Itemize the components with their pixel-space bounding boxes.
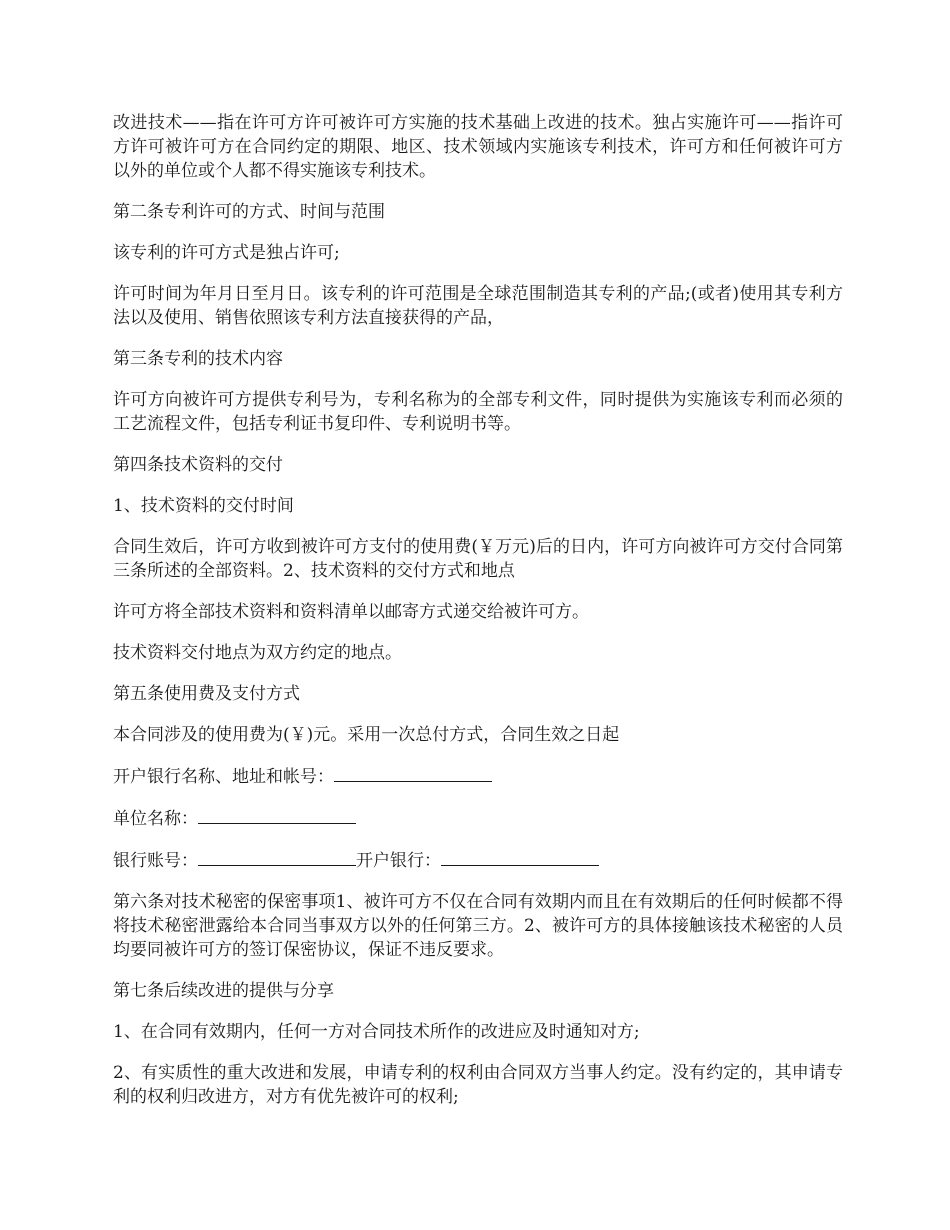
article-7-heading: 第七条后续改进的提供与分享 [113,981,334,1001]
unit-name-blank[interactable] [198,806,356,824]
paragraph-delivery-location: 技术资料交付地点为双方约定的地点。 [113,643,402,663]
paragraph-patent-rights: 2、有实质性的重大改进和发展，申请专利的权利由合同双方当事人约定。没有约定的，其申请专利的权利归改进方，对方有优先被许可的权利; [113,1063,843,1107]
paragraph-delivery-time-heading: 1、技术资料的交付时间 [113,496,294,516]
paragraph-improvement-notice: 1、在合同有效期内，任何一方对合同技术所作的改进应及时通知对方; [113,1022,640,1042]
paragraph-license-period: 许可时间为年月日至月日。该专利的许可范围是全球范围制造其专利的产品;(或者)使用其专利方法以及使用、销售依照该专利方法直接获得的产品， [113,284,843,328]
account-bank-blank[interactable] [441,848,599,866]
account-line [113,848,843,873]
bank-info-label: 开户银行名称、地址和帐号： [113,767,334,787]
paragraph-license-type: 该专利的许可方式是独占许可; [113,243,340,263]
paragraph-delivery-time: 合同生效后，许可方收到被许可方支付的使用费(￥万元)后的日内，许可方向被许可方交付合同第三条所述的全部资料。2、技术资料的交付方式和地点 [113,537,843,581]
account-label: 银行账号： [113,851,198,871]
bank-info-blank[interactable] [334,764,492,782]
paragraph-fee: 本合同涉及的使用费为(￥)元。采用一次总付方式，合同生效之日起 [113,725,620,745]
document-body [113,111,843,1126]
bank-info-line [113,764,843,789]
article-6-paragraph: 第六条对技术秘密的保密事项1、被许可方不仅在合同有效期内而且在有效期后的任何时候都不得将技术秘密泄露给本合同当事双方以外的任何第三方。2、被许可方的具体接触该技术秘密的人员均要同被许可方的签订保密协议，保证不违反要求。 [113,892,843,960]
paragraph-delivery-method: 许可方将全部技术资料和资料清单以邮寄方式递交给被许可方。 [113,602,589,622]
paragraph-improvement-definition: 改进技术——指在许可方许可被许可方实施的技术基础上改进的技术。独占实施许可——指许可方许可被许可方在合同约定的期限、地区、技术领域内实施该专利技术，许可方和任何被许可方以外的单位或个人都不得实施该专利技术。 [113,113,843,181]
paragraph-technical-content: 许可方向被许可方提供专利号为，专利名称为的全部专利文件，同时提供为实施该专利而必须的工艺流程文件，包括专利证书复印件、专利说明书等。 [113,390,843,434]
article-4-heading: 第四条技术资料的交付 [113,455,283,475]
article-2-heading: 第二条专利许可的方式、时间与范围 [113,202,385,222]
unit-name-label: 单位名称： [113,809,198,829]
account-bank-label: 开户银行： [356,851,441,871]
unit-name-line [113,806,843,831]
article-5-heading: 第五条使用费及支付方式 [113,684,300,704]
article-3-heading: 第三条专利的技术内容 [113,349,283,369]
account-blank[interactable] [198,848,356,866]
